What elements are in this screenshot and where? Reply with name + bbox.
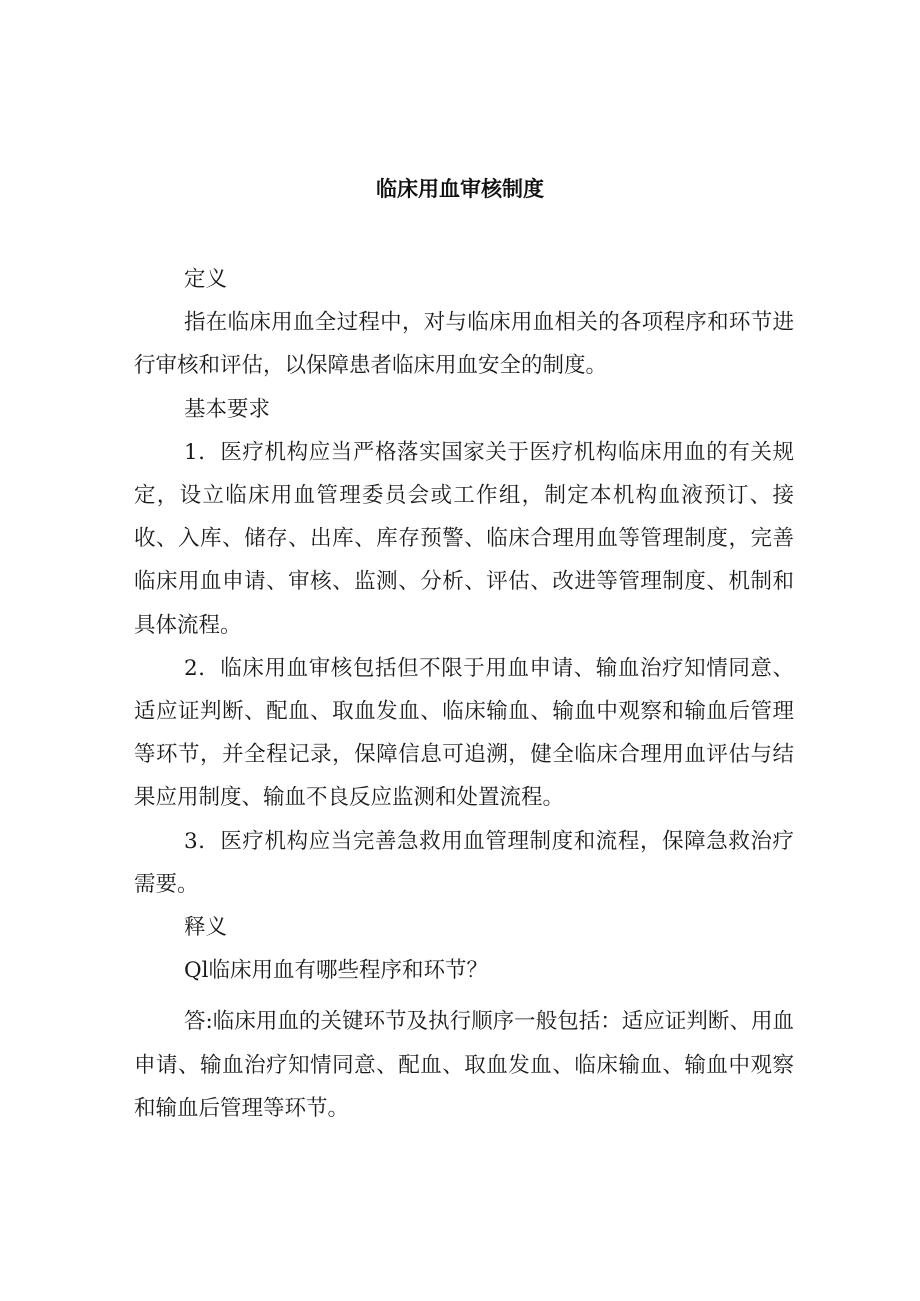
requirement-3: 3．医疗机构应当完善急救用血管理制度和流程，保障急救治疗需要。: [134, 828, 794, 897]
document-title: 临床用血审核制度: [376, 177, 544, 201]
definition-text: 指在临床用血全过程中，对与临床用血相关的各项程序和环节进行审核和评估，以保障患者临床用血安全的制度。: [134, 310, 794, 379]
question-answer-gap: [134, 992, 794, 1000]
requirement-2: 2．临床用血审核包括但不限于用血申请、输血治疗知情同意、适应证判断、配血、取血发血、临床输血、输血中观察和输血后管理等环节，并全程记录，保障信息可追溯，健全临床合理用血评估与结果应用制度、输血不良反应监测和处置流程。: [134, 655, 794, 811]
question-1: Ql临床用血有哪些程序和环节？: [184, 958, 489, 984]
interpretation-heading: 释义: [184, 915, 228, 941]
answer-1: 答:临床用血的关键环节及执行顺序一般包括：适应证判断、用血申请、输血治疗知情同意、配血、取血发血、临床输血、输血中观察和输血后管理等环节。: [134, 1009, 794, 1121]
requirements-heading: 基本要求: [184, 396, 271, 422]
document-body: [134, 258, 794, 1130]
definition-heading: 定义: [184, 267, 228, 292]
requirement-1: 1．医疗机构应当严格落实国家关于医疗机构临床用血的有关规定，设立临床用血管理委员会或工作组，制定本机构血液预订、接收、入库、储存、出库、库存预警、临床合理用血等管理制度，完善临床用血申请、审核、监测、分析、评估、改进等管理制度、机制和具体流程。: [134, 439, 794, 638]
